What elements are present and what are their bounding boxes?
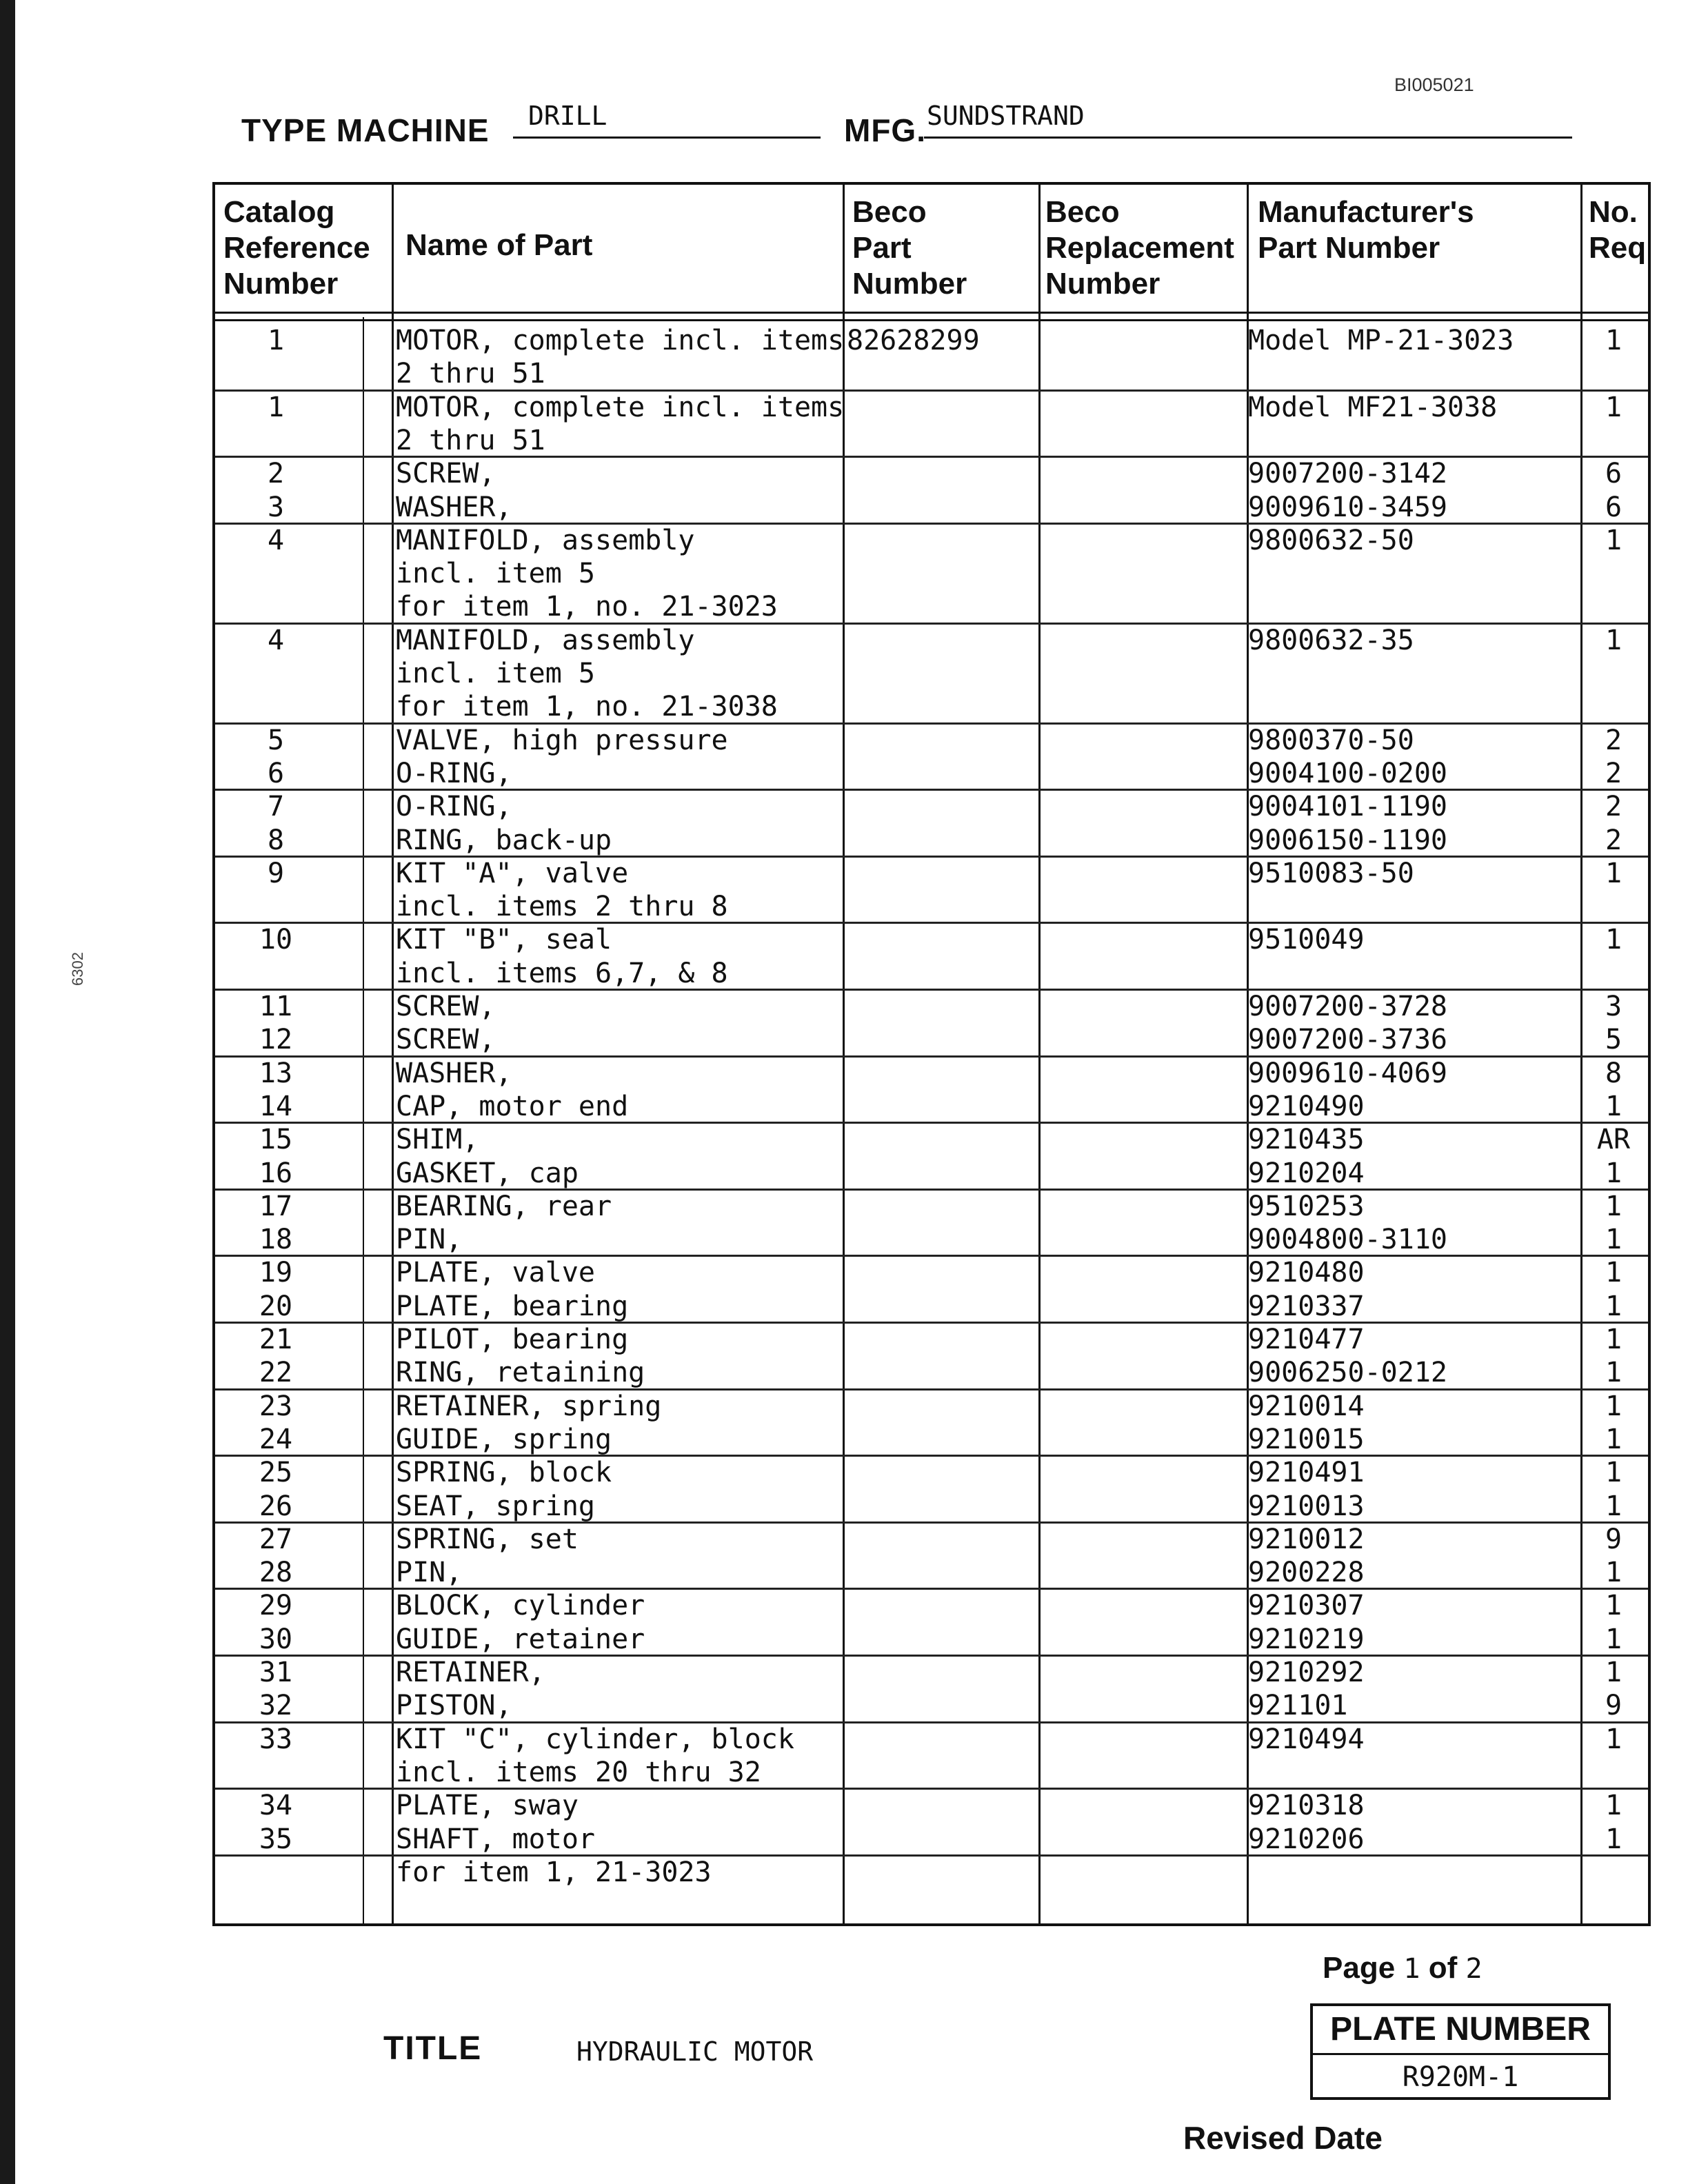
part-name: PLATE, bearing [396,1290,629,1322]
mfr-part-number: 9210435 [1248,1124,1365,1156]
catalog-ref: 17 [259,1190,293,1222]
row-divider [215,1322,1648,1324]
mfr-part-number: 9004100-0200 [1248,757,1447,789]
part-name: KIT "B", seal [396,924,612,956]
part-name: for item 1, 21-3023 [396,1856,712,1888]
quantity-required: 1 [1605,1590,1622,1622]
part-name: for item 1, no. 21-3038 [396,691,778,723]
mfr-part-number: 9007200-3142 [1248,458,1447,490]
mfr-part-number: Model MF21-3038 [1248,391,1498,423]
part-name: KIT "A", valve [396,857,629,889]
part-name: SCREW, [396,1024,496,1056]
part-name: SHIM, [396,1124,479,1156]
quantity-required: 6 [1605,491,1622,523]
catalog-ref: 26 [259,1490,293,1522]
quantity-required: 1 [1605,1190,1622,1222]
beco-part-number: 82628299 [847,325,980,356]
catalog-ref: 22 [259,1357,293,1389]
part-name: incl. items 2 thru 8 [396,891,728,923]
catalog-ref: 33 [259,1723,293,1755]
part-name: KIT "C", cylinder, block [396,1723,794,1755]
catalog-ref: 28 [259,1557,293,1589]
part-name: PILOT, bearing [396,1324,629,1355]
row-divider [215,1122,1648,1124]
row-divider [215,1721,1648,1723]
header-mfr-part: Manufacturer's Part Number [1258,195,1474,265]
col-divider [392,185,394,1923]
catalog-ref: 19 [259,1257,293,1289]
row-divider [215,922,1648,924]
quantity-required: 2 [1605,824,1622,856]
title-value: HYDRAULIC MOTOR [576,2036,814,2067]
quantity-required: 2 [1605,757,1622,789]
plate-number-value: R920M-1 [1402,2061,1519,2093]
catalog-ref: 34 [259,1790,293,1822]
mfr-part-number: 9800632-50 [1248,524,1414,556]
quantity-required: 2 [1605,724,1622,756]
catalog-ref: 32 [259,1690,293,1722]
catalog-ref: 2 [267,458,285,490]
mfr-part-number: 9210014 [1248,1390,1365,1422]
row-divider [215,989,1648,991]
page-total: 2 [1465,1953,1483,1985]
part-name: MANIFOLD, assembly [396,524,695,556]
quantity-required: 9 [1605,1690,1622,1722]
revised-date-label: Revised Date [1183,2120,1383,2156]
row-divider [215,722,1648,725]
mfr-part-number: 9210204 [1248,1157,1365,1189]
row-divider [215,1455,1648,1457]
mfr-part-number: 9009610-3459 [1248,491,1447,523]
part-name: GUIDE, spring [396,1423,612,1455]
mfr-part-number: 9210012 [1248,1523,1365,1555]
row-divider [215,1189,1648,1191]
document-id: BI005021 [1394,74,1474,95]
part-name: BEARING, rear [396,1190,612,1222]
page-indicator [1323,1951,1483,1985]
mfr-part-number: 9210013 [1248,1490,1365,1522]
catalog-ref: 10 [259,924,293,956]
quantity-required: 1 [1605,1224,1622,1256]
quantity-required: 1 [1605,1423,1622,1455]
catalog-ref: 3 [267,491,285,523]
quantity-required: 1 [1605,1257,1622,1289]
part-name: for item 1, no. 21-3023 [396,591,778,623]
part-name: RING, retaining [396,1357,645,1389]
part-name: incl. items 6,7, & 8 [396,957,728,989]
catalog-ref: 1 [267,325,285,356]
mfr-part-number: 9210318 [1248,1790,1365,1822]
part-name: PIN, [396,1224,463,1256]
part-name: MOTOR, complete incl. items [396,325,845,356]
quantity-required: 1 [1605,524,1622,556]
col-divider [843,185,845,1923]
mfr-part-number: 9510083-50 [1248,857,1414,889]
catalog-ref: 14 [259,1090,293,1122]
plate-number-label: PLATE NUMBER [1313,2006,1608,2055]
mfr-part-number: 9210491 [1248,1457,1365,1489]
quantity-required: 9 [1605,1523,1622,1555]
part-name: SCREW, [396,991,496,1022]
title-label: TITLE [383,2030,483,2067]
quantity-required: 1 [1605,1823,1622,1855]
header-qty: No. Req [1589,195,1647,265]
catalog-ref: 20 [259,1290,293,1322]
quantity-required: 3 [1605,991,1622,1022]
row-divider [215,456,1648,458]
quantity-required: 1 [1605,1324,1622,1355]
quantity-required: 1 [1605,1557,1622,1589]
type-machine-value: DRILL [528,101,607,131]
catalog-ref: 11 [259,991,293,1022]
header-beco-part: Beco Part Number [852,195,967,301]
catalog-ref: 24 [259,1423,293,1455]
quantity-required: 1 [1605,1723,1622,1755]
quantity-required: 1 [1605,924,1622,956]
quantity-required: 6 [1605,458,1622,490]
col-sub-divider [363,317,364,1923]
row-divider [215,1854,1648,1857]
quantity-required: 1 [1605,857,1622,889]
plate-number-box [1310,2003,1611,2100]
mfg-value: SUNDSTRAND [927,101,1085,131]
page-label: Page [1323,1951,1396,1985]
mfr-part-number: 9210307 [1248,1590,1365,1622]
part-name: incl. items 20 thru 32 [396,1756,761,1788]
part-name: MANIFOLD, assembly [396,624,695,656]
catalog-ref: 13 [259,1057,293,1089]
quantity-required: 1 [1605,1090,1622,1122]
mfr-part-number: 9210219 [1248,1623,1365,1655]
header-catalog: Catalog Reference Number [223,195,370,301]
mfr-part-number: 9210337 [1248,1290,1365,1322]
part-name: VALVE, high pressure [396,724,728,756]
quantity-required: 1 [1605,1290,1622,1322]
mfr-part-number: 9210480 [1248,1257,1365,1289]
part-name: RETAINER, spring [396,1390,662,1422]
catalog-ref: 4 [267,524,285,556]
mfr-part-number: 9210015 [1248,1423,1365,1455]
mfr-part-number: 9800632-35 [1248,624,1414,656]
part-name: 2 thru 51 [396,358,545,390]
quantity-required: 1 [1605,624,1622,656]
part-name: WASHER, [396,491,512,523]
type-machine-label: TYPE MACHINE [241,112,490,148]
mfr-part-number: 9006250-0212 [1248,1357,1447,1389]
mfr-part-number: 9200228 [1248,1557,1365,1589]
row-divider [215,856,1648,858]
quantity-required: 1 [1605,1390,1622,1422]
quantity-required: 1 [1605,1157,1622,1189]
row-divider [215,789,1648,791]
part-name: RETAINER, [396,1657,545,1688]
part-name: O-RING, [396,791,512,823]
mfr-part-number: 9007200-3728 [1248,991,1447,1022]
part-name: SHAFT, motor [396,1823,595,1855]
header-beco-replacement: Beco Replacement Number [1045,195,1234,301]
catalog-ref: 7 [267,791,285,823]
page-number: 1 [1403,1953,1420,1985]
part-name: PISTON, [396,1690,512,1722]
part-name: MOTOR, complete incl. items [396,391,845,423]
catalog-ref: 21 [259,1324,293,1355]
catalog-ref: 6 [267,757,285,789]
row-divider [215,1388,1648,1391]
part-name: PLATE, valve [396,1257,595,1289]
catalog-ref: 23 [259,1390,293,1422]
part-name: CAP, motor end [396,1090,629,1122]
catalog-ref: 12 [259,1024,293,1056]
part-name: GASKET, cap [396,1157,579,1189]
mfr-part-number: 9006150-1190 [1248,824,1447,856]
catalog-ref: 18 [259,1224,293,1256]
part-name: SEAT, spring [396,1490,595,1522]
mfr-part-number: 9210292 [1248,1657,1365,1688]
part-name: incl. item 5 [396,558,595,590]
row-divider [215,1788,1648,1790]
parts-table [212,182,1651,1926]
mfr-part-number: 9210490 [1248,1090,1365,1122]
catalog-ref: 30 [259,1623,293,1655]
part-name: PLATE, sway [396,1790,579,1822]
of-label: of [1428,1951,1458,1985]
mfr-part-number: 9510253 [1248,1190,1365,1222]
header-name: Name of Part [405,228,593,262]
mfr-part-number: Model MP-21-3023 [1248,325,1514,356]
part-name: WASHER, [396,1057,512,1089]
catalog-ref: 5 [267,724,285,756]
part-name: O-RING, [396,757,512,789]
quantity-required: AR [1596,1124,1631,1156]
catalog-ref: 4 [267,624,285,656]
catalog-ref: 1 [267,391,285,423]
row-divider [215,390,1648,392]
mfg-underline [924,136,1572,139]
quantity-required: 5 [1605,1024,1622,1056]
quantity-required: 1 [1605,1357,1622,1389]
part-name: RING, back-up [396,824,612,856]
catalog-ref: 15 [259,1124,293,1156]
part-name: SPRING, set [396,1523,579,1555]
part-name: PIN, [396,1557,463,1589]
mfr-part-number: 9800370-50 [1248,724,1414,756]
part-name: BLOCK, cylinder [396,1590,645,1622]
header-separator [215,312,1648,321]
catalog-ref: 9 [267,857,285,889]
mfr-part-number: 9210494 [1248,1723,1365,1755]
quantity-required: 1 [1605,1657,1622,1688]
quantity-required: 1 [1605,1457,1622,1489]
row-divider [215,1055,1648,1058]
quantity-required: 1 [1605,1623,1622,1655]
part-name: SCREW, [396,458,496,490]
quantity-required: 1 [1605,325,1622,356]
part-name: 2 thru 51 [396,424,545,456]
mfr-part-number: 9004800-3110 [1248,1224,1447,1256]
catalog-ref: 35 [259,1823,293,1855]
side-code: 6302 [69,952,86,986]
quantity-required: 1 [1605,391,1622,423]
catalog-ref: 25 [259,1457,293,1489]
col-divider [1038,185,1041,1923]
mfr-part-number: 9009610-4069 [1248,1057,1447,1089]
row-divider [215,623,1648,625]
row-divider [215,1588,1648,1590]
mfr-part-number: 9004101-1190 [1248,791,1447,823]
mfg-label: MFG. [844,112,926,148]
mfr-part-number: 921101 [1248,1690,1348,1722]
catalog-ref: 16 [259,1157,293,1189]
mfr-part-number: 9510049 [1248,924,1365,956]
row-divider [215,1655,1648,1657]
part-name: GUIDE, retainer [396,1623,645,1655]
type-machine-underline [513,136,821,139]
row-divider [215,1255,1648,1257]
quantity-required: 1 [1605,1790,1622,1822]
mfr-part-number: 9210206 [1248,1823,1365,1855]
catalog-ref: 27 [259,1523,293,1555]
quantity-required: 8 [1605,1057,1622,1089]
scan-edge [0,0,15,2184]
catalog-ref: 29 [259,1590,293,1622]
quantity-required: 1 [1605,1490,1622,1522]
mfr-part-number: 9210477 [1248,1324,1365,1355]
catalog-ref: 8 [267,824,285,856]
part-name: incl. item 5 [396,658,595,689]
catalog-ref: 31 [259,1657,293,1688]
row-divider [215,523,1648,525]
quantity-required: 2 [1605,791,1622,823]
mfr-part-number: 9007200-3736 [1248,1024,1447,1056]
part-name: SPRING, block [396,1457,612,1489]
row-divider [215,1521,1648,1524]
